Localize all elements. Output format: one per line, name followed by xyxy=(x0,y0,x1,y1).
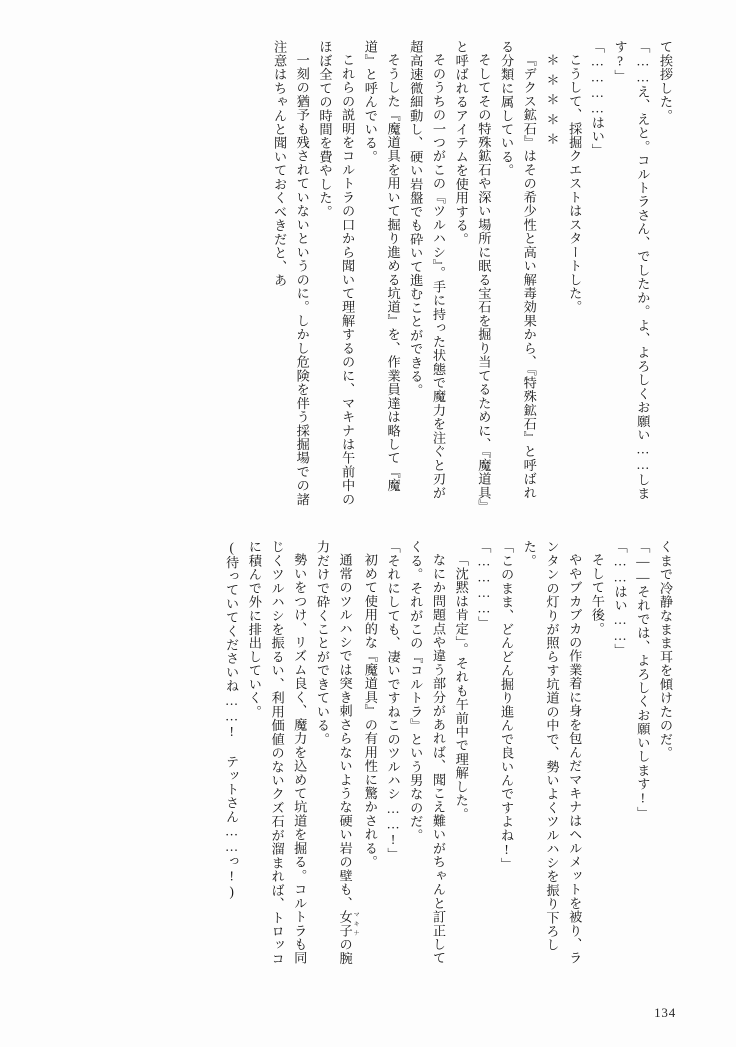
paragraph: そして午後。 xyxy=(589,553,605,636)
paragraph: 「……え、えと。コルトラさん、でしたか。よ、よろしくお願い……します?」 xyxy=(612,40,651,501)
ruby-annotation: 女子 マキナ xyxy=(337,910,359,938)
paragraph: 「……はい……」 xyxy=(612,540,628,658)
paragraph: ややブカブカの作業着に身を包んだマキナはヘルメットを被り、ランタンの灯りが照らす坑道の中で、勢いよくツルハシを振り下ろした。 xyxy=(521,540,583,966)
paragraph: 「沈黙は肯定」。それも午前中で理解した。 xyxy=(453,553,469,822)
scene-separator: ＊＊＊＊＊ xyxy=(544,53,560,153)
page-number: 134 xyxy=(654,1005,676,1020)
text-block-upper xyxy=(56,40,676,510)
paragraph: こうして、採掘クエストはスタートした。 xyxy=(567,53,583,315)
paragraph: なにか問題点や違う部分があれば、聞こえ難いがちゃんと訂正してくる。それがこの『コルトラ』という男なのだ。 xyxy=(408,540,446,966)
text-block-lower xyxy=(56,540,676,970)
paragraph: そしてその特殊鉱石や深い場所に眠る宝石を掘り当てるために、『魔道具』と呼ばれるアイテムを使用する。 xyxy=(453,40,492,507)
paragraph: 「――それでは、よろしくお願いします!」 xyxy=(635,540,651,820)
paragraph: 勢いをつけ、リズム良く、魔力を込めて坑道を掘る。コルトラも同じくツルハシを振るい、利用価値のないクズ石が溜まれば、トロッコに積んで外に排出していく。 xyxy=(246,540,308,966)
paragraph: 一刻の猶予も残されていないというのに。しかし危険を伴う採掘場での諸注意はちゃんと聞いておくべきだと、あ xyxy=(272,40,310,507)
paragraph: 「…………はい」 xyxy=(589,40,605,158)
paragraph: 「それにしても、凄いですねこのツルハシ……!」 xyxy=(385,540,401,862)
paragraph: くまで冷静なまま耳を傾けたのだ。 xyxy=(658,540,673,760)
paragraph: て挨拶した。 xyxy=(658,40,673,123)
paragraph: 『デクス鉱石』はその希少性と高い解毒効果から、『特殊鉱石』と呼ばれる分類に属している。 xyxy=(499,40,537,500)
paragraph: そのうちの一つがこの『ツルハシ』。手に持った状態で魔力を注ぐと刃が超高速微細動し、硬い岩盤でも砕いて進むことができる。 xyxy=(408,40,446,500)
paragraph: 「このまま、どんどん掘り進んで良いんですよね!」 xyxy=(499,540,515,872)
paragraph: これらの説明をコルトラの口から聞いて理解するのに、マキナは午前中のほぼ全ての時間を費やした。 xyxy=(317,40,356,507)
paragraph-with-ruby: 通常のツルハシでは突き刺さらないような硬い岩の壁も、女子 マキナの腕力だけで砕くことができている。 xyxy=(314,540,359,966)
paragraph: 初めて使用的な『魔道具』の有用性に驚かされる。 xyxy=(362,553,378,869)
paragraph: (待っていてくださいね……! テットさん……っ!) xyxy=(224,540,240,900)
paragraph: そうした『魔道具を用いて掘り進める坑道』を、作業員達は略して『魔道』と呼んでいる。 xyxy=(362,40,401,493)
paragraph: 「…………」 xyxy=(476,540,492,630)
